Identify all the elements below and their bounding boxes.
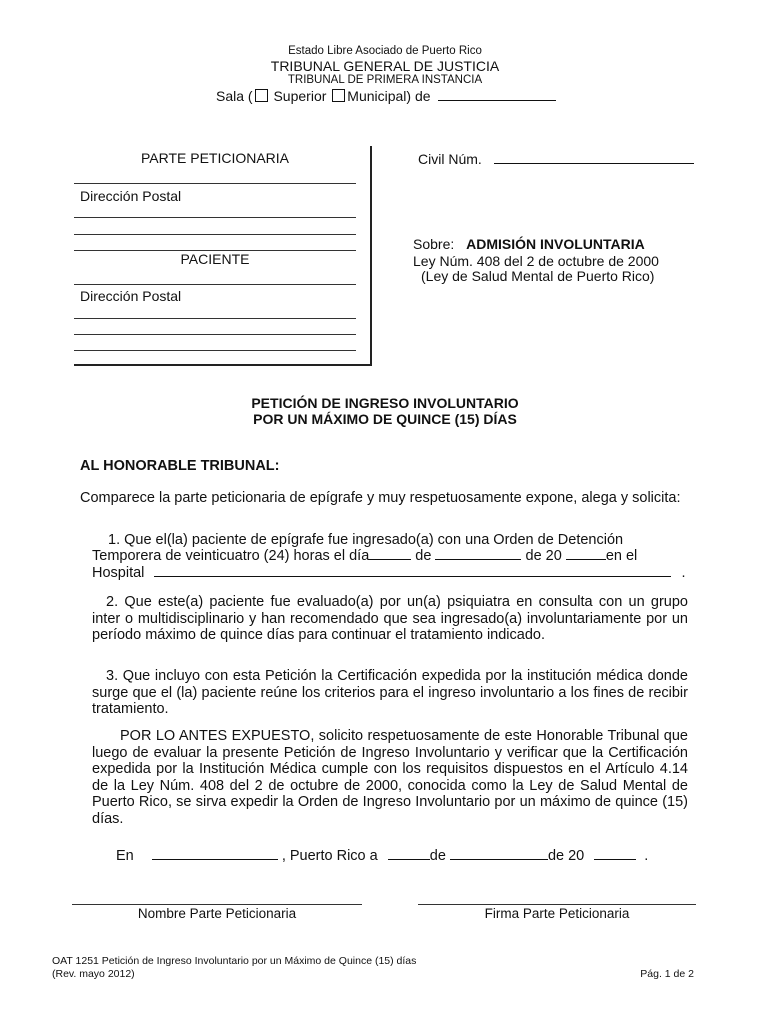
sign-de20-label: de 20 xyxy=(547,848,585,864)
sign-month-field[interactable] xyxy=(450,859,548,860)
item-1-line-3 xyxy=(92,565,685,581)
paciente-label: PACIENTE xyxy=(180,251,250,267)
document-title-line-1: PETICIÓN DE INGRESO INVOLUNTARIO xyxy=(251,395,519,411)
puerto-rico-a-label: , Puerto Rico a xyxy=(281,848,378,864)
greeting: AL HONORABLE TRIBUNAL: xyxy=(80,458,280,474)
sala-prefix: Sala ( xyxy=(216,88,253,104)
sign-year-field[interactable] xyxy=(594,859,636,860)
sign-day-field[interactable] xyxy=(388,859,430,860)
item-1-text: Temporera de veinticuatro (24) horas el día xyxy=(92,548,370,564)
sobre-row xyxy=(413,236,645,252)
header-court: TRIBUNAL GENERAL DE JUSTICIA xyxy=(270,58,500,74)
sala-line xyxy=(216,88,556,104)
civil-num-label: Civil Núm. xyxy=(418,151,482,167)
sobre-label: Sobre: xyxy=(413,236,455,252)
date-line xyxy=(116,848,648,864)
item-1-line-1: 1. Que el(la) paciente de epígrafe fue ingresado(a) con una Orden de Detención xyxy=(108,532,624,548)
header-state: Estado Libre Asociado de Puerto Rico xyxy=(288,45,482,57)
year-field[interactable] xyxy=(566,559,606,560)
parte-peticionaria-label: PARTE PETICIONARIA xyxy=(140,150,290,166)
superior-checkbox[interactable] xyxy=(255,89,268,102)
superior-label: Superior xyxy=(273,88,327,104)
paciente-name-line[interactable] xyxy=(74,284,356,285)
peticionaria-name-line[interactable] xyxy=(74,183,356,184)
nombre-label: Nombre Parte Peticionaria xyxy=(137,906,297,921)
hospital-label: Hospital xyxy=(92,565,145,581)
sign-de-label: de xyxy=(429,848,446,864)
item-1-en-el: en el xyxy=(605,548,638,564)
page-number: Pág. 1 de 2 xyxy=(640,968,694,980)
address-line[interactable] xyxy=(74,217,356,218)
item-3-paragraph: 3. Que incluyo con esta Petición la Certificación expedida por la institución médica donde surge que el (la) paciente reúne los criterios para el ingreso involuntario a los fines de recibir tratamiento. xyxy=(92,668,688,717)
intro-paragraph: Comparece la parte peticionaria de epígrafe y muy respetuosamente expone, alega y solicita: xyxy=(80,490,681,506)
header-instance: TRIBUNAL DE PRIMERA INSTANCIA xyxy=(287,74,483,86)
sobre-value: ADMISIÓN INVOLUNTARIA xyxy=(466,236,645,252)
item-1-de: de xyxy=(415,548,432,564)
hospital-field[interactable] xyxy=(154,576,671,577)
civil-num-row xyxy=(418,151,694,167)
firma-label: Firma Parte Peticionaria xyxy=(484,906,630,921)
item-1-de20: de 20 xyxy=(525,548,562,564)
address-line[interactable] xyxy=(74,334,356,335)
address-line[interactable] xyxy=(74,318,356,319)
address-line[interactable] xyxy=(74,350,356,351)
sign-end: . xyxy=(644,848,649,864)
item-1-end: . xyxy=(681,565,686,581)
item-2-paragraph: 2. Que este(a) paciente fue evaluado(a) por un(a) psiquiatra en consulta con un grupo inter o multidisciplinario y han recomendado que sea ingresado(a) involuntariamente por un período máximo de quince días para continuar el tratamiento indicado. xyxy=(92,594,688,643)
municipal-checkbox[interactable] xyxy=(332,89,345,102)
day-field[interactable] xyxy=(369,559,411,560)
sala-field[interactable] xyxy=(438,100,556,101)
caption-divider-vertical xyxy=(370,146,372,366)
address-line[interactable] xyxy=(74,234,356,235)
direccion-postal-label-1: Dirección Postal xyxy=(80,188,182,204)
document-title-line-2: POR UN MÁXIMO DE QUINCE (15) DÍAS xyxy=(253,411,517,427)
ley-line-1: Ley Núm. 408 del 2 de octubre de 2000 xyxy=(413,253,659,269)
conclusion-paragraph: POR LO ANTES EXPUESTO, solicito respetuosamente de este Honorable Tribunal que luego de evaluar la presente Petición de Ingreso Involuntario y verificar que la Certificación expedida por la Institución Médica cumple con los requisitos dispuestos en el Artículo 4.14 de la Ley Núm. 408 del 2 de octubre de 2000, conocida como la Ley de Salud Mental de Puerto Rico, se sirva expedir la Orden de Ingreso Involuntario por un máximo de quince (15) días. xyxy=(92,728,688,827)
civil-num-field[interactable] xyxy=(494,163,694,164)
en-label: En xyxy=(116,848,134,864)
form-id: OAT 1251 Petición de Ingreso Involuntario por un Máximo de Quince (15) días xyxy=(52,955,417,967)
municipal-label: Municipal) de xyxy=(347,88,431,104)
month-field[interactable] xyxy=(435,559,521,560)
caption-divider-horizontal xyxy=(74,364,372,366)
ley-line-2: (Ley de Salud Mental de Puerto Rico) xyxy=(421,268,655,284)
nombre-signature-line[interactable] xyxy=(72,904,362,905)
city-field[interactable] xyxy=(152,859,278,860)
item-1-line-2 xyxy=(92,548,637,564)
form-revision: (Rev. mayo 2012) xyxy=(52,968,135,980)
direccion-postal-label-2: Dirección Postal xyxy=(80,288,182,304)
firma-signature-line[interactable] xyxy=(418,904,696,905)
